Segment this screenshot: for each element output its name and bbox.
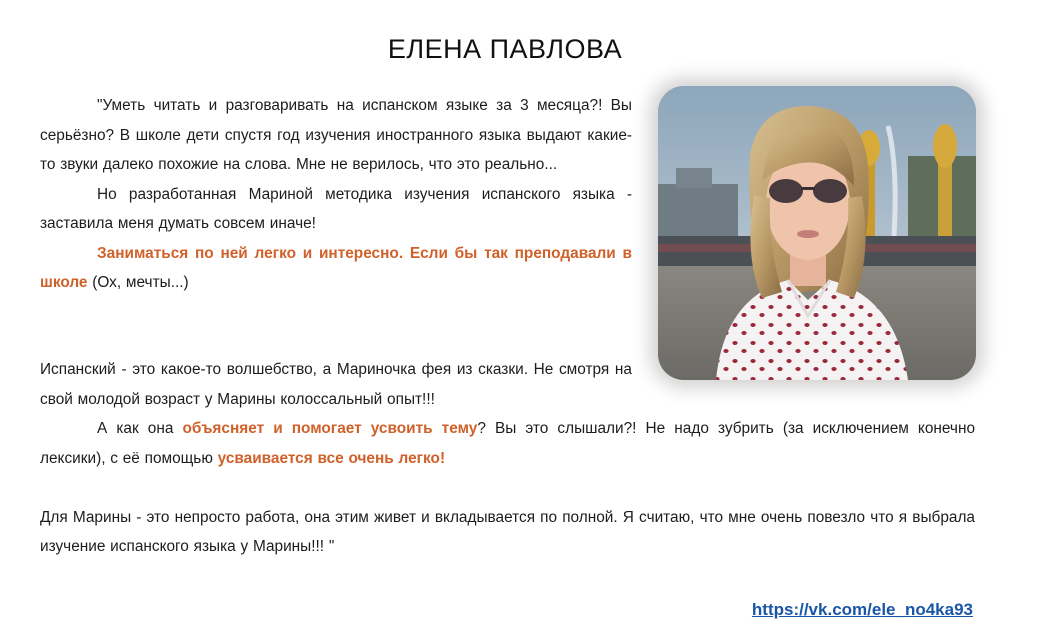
paragraph-6: Для Марины - это непросто работа, она этим живет и вкладывается по полной. Я считаю, что мне очень повезло что я выбрала изучение испанского языка у Марины!!! " <box>40 508 975 555</box>
page-title: ЕЛЕНА ПАВЛОВА <box>387 34 623 64</box>
testimonial-bottom-block <box>40 355 975 562</box>
paragraph-4: Испанский - это какое-то волшебство, а Мариночка фея из сказки. Не смотря на свой молодой возраст у Марины колоссальный опыт!!! <box>40 361 632 408</box>
highlight-text: Заниматься по ней легко и интересно. Если бы так преподавали в школе <box>40 244 632 291</box>
paragraph-1: "Уметь читать и разговаривать на испанском языке за 3 месяца?! Вы серьёзно? В школе дети спустя год изучения иностранного языка выдают какие-то звуки далеко похожие на слова. Мне не верилось, что это реально... <box>40 97 632 173</box>
paragraph-5 <box>40 414 975 473</box>
highlight-text: объясняет и помогает усвоить тему <box>182 420 478 437</box>
paragraph-3 <box>40 239 632 298</box>
highlight-text: усваивается все очень легко! <box>217 449 446 467</box>
paragraph-2: Но разработанная Мариной методика изучения испанского языка - заставила меня думать совсем иначе! <box>40 185 632 232</box>
testimonial-top-block <box>40 91 632 298</box>
paragraph-text: ? Вы это слышали?! Не надо зубрить (за исключением конечно лексики), с её помощью <box>40 420 976 467</box>
paragraph-text: (Ох, мечты...) <box>87 274 189 291</box>
paragraph-text: А как она <box>97 420 183 437</box>
author-photo <box>658 86 976 380</box>
vk-profile-link[interactable]: https://vk.com/ele_no4ka93 <box>751 600 973 619</box>
photo-image <box>658 86 976 380</box>
